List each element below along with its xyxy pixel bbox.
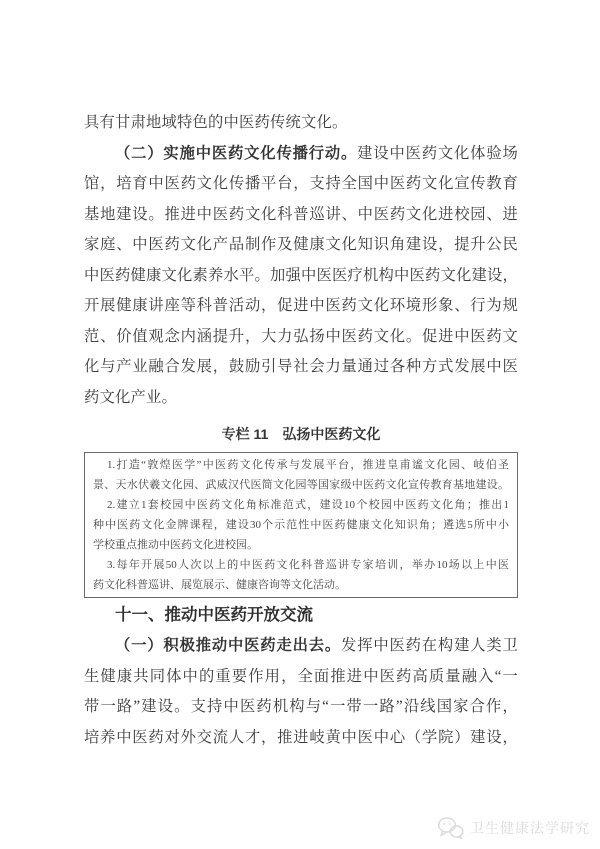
text-line: 中医药健康文化素养水平。加强中医医疗机构中医药文化建设， [84,266,518,284]
text-line: 家庭、中医药文化产品制作及健康文化知识角建设，提升公民 [84,236,518,253]
text-line: 馆，培育中医药文化传播平台，支持全国中医药文化宣传教育 [84,175,518,192]
text-line: （二）实施中医药文化传播行动。建设中医药文化体验场 [115,144,518,162]
paragraph-tail [84,108,518,139]
page-content [84,108,518,753]
paragraph-culture-action [84,139,518,414]
text-line: 基地建设。推进中医药文化科普巡讲、中医药文化进校园、进 [84,205,518,223]
text-line: 培养中医药对外交流人才，推进岐黄中医中心（学院）建设， [84,728,518,746]
text-line: 1.打造“敦煌医学”中医药文化传承与发展平台，推进皇甫谧文化园、岐伯圣 [107,459,509,471]
text-line: （一）积极推动中医药走出去。发挥中医药在构建人类卫 [115,637,518,654]
section-heading: 十一、推动中医药开放交流 [115,606,313,624]
text-line: 具有甘肃地域特色的中医药传统文化。 [84,114,348,131]
watermark-text: 卫生健康法学研究 [470,819,590,836]
bold-lead-in: （二）实施中医药文化传播行动。 [115,144,358,162]
text-line: 3.每年开展50人次以上的中医药文化科普巡讲专家培训，举办10场以上中医 [107,559,509,571]
text-line: 景、天水伏羲文化园、武威汉代医简文化园等国家级中医药文化宣传教育基地建设。 [93,479,509,491]
watermark [437,816,590,839]
text-line: 带一路”建设。支持中医药机构与“一带一路”沿线国家合作， [84,698,518,715]
wechat-icon [437,816,464,839]
bold-lead-in: （一）积极推动中医药走出去。 [115,637,342,654]
text-line: 学校重点推动中医药文化进校园。 [93,539,258,551]
text-line: 生健康共同体中的重要作用，全面推进中医药高质量融入“一 [84,667,518,685]
text-line: 药文化科普巡讲、展览展示、健康咨询等文化活动。 [93,579,346,591]
text-line: 药文化产业。 [84,388,177,406]
paragraph-open-exchange [84,631,518,753]
text-line: 范、价值观念内涵提升，大力弘扬中医药文化。促进中医药文 [84,327,518,345]
text-line: 开展健康讲座等科普活动，促进中医药文化环境形象、行为规 [84,297,518,314]
text-line: 2.建立1套校园中医药文化角标准范式，建设10个校园中医药文化角；推出1 [107,499,509,511]
column-box [84,452,518,598]
text-line: 化与产业融合发展，鼓励引导社会力量通过各种方式发展中医 [84,358,518,375]
text-line: 种中医药文化金牌课程，建设30个示范性中医药健康文化知识角；遴选5所中小 [93,519,509,531]
column-box-title: 专栏 11 弘扬中医药文化 [221,426,381,442]
